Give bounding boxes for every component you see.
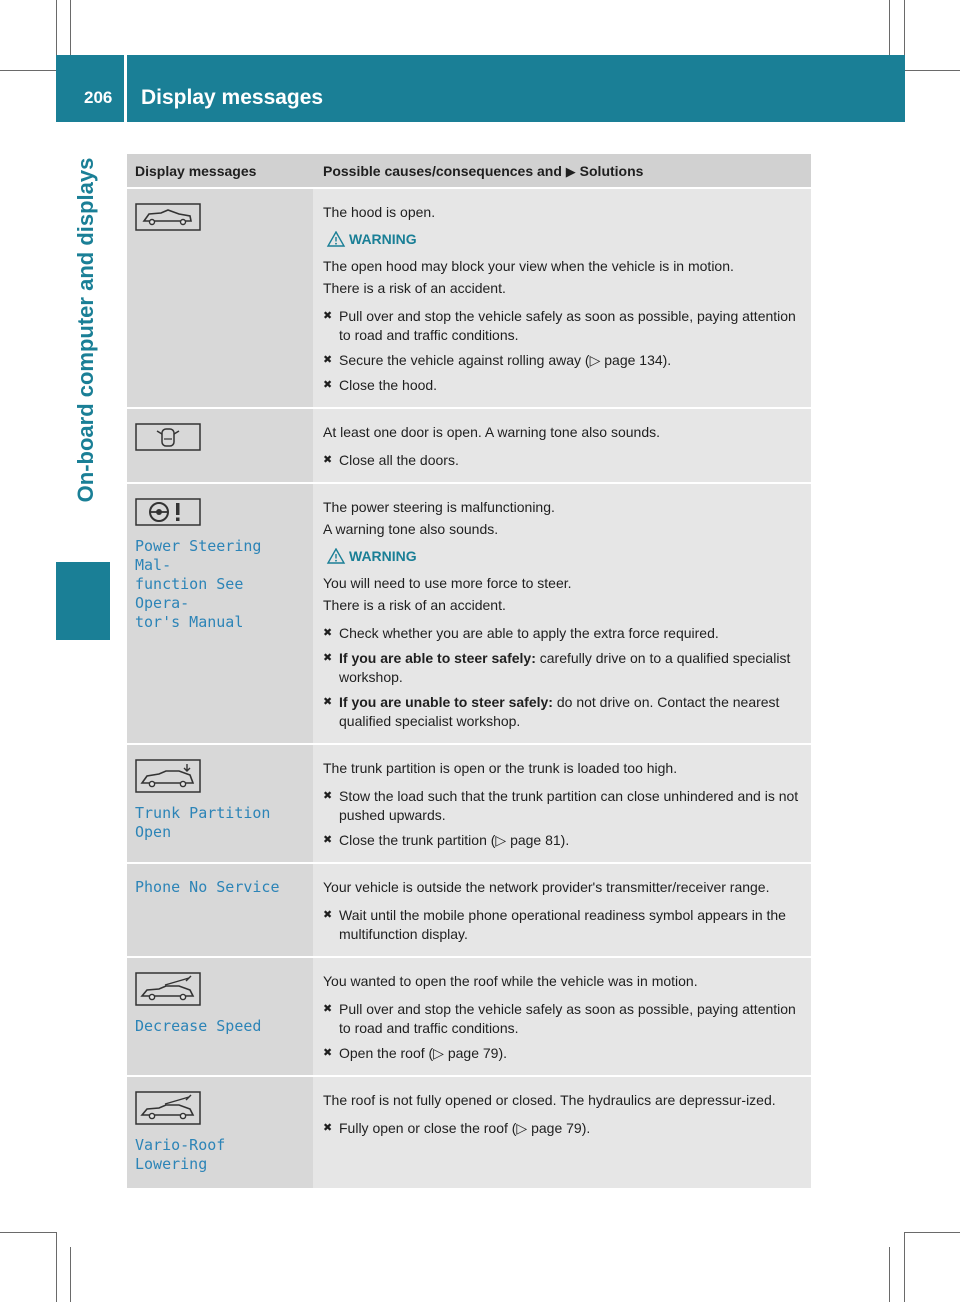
- risk-text: There is a risk of an accident.: [323, 597, 506, 613]
- list-item: [323, 649, 801, 687]
- step-arrow-icon: ✖: [323, 454, 333, 466]
- step-arrow-icon: ✖: [323, 834, 333, 846]
- display-cell: [127, 189, 313, 407]
- solution-cell: [313, 484, 811, 743]
- step-text: Pull over and stop the vehicle safely as soon as possible, paying attention to road and traffic conditions.: [339, 1001, 796, 1036]
- list-item: [323, 1000, 801, 1038]
- display-cell: [127, 409, 313, 482]
- step-text: Check whether you are able to apply the extra force required.: [339, 625, 719, 641]
- display-line: Phone No Service: [135, 878, 280, 896]
- list-item: [323, 307, 801, 345]
- convertible-roof-icon: [135, 1091, 201, 1125]
- display-message-text: [135, 878, 305, 897]
- warning-label: WARNING: [349, 231, 417, 247]
- step-arrow-icon: ✖: [323, 790, 333, 802]
- warning-label: WARNING: [349, 548, 417, 564]
- col-header-causes: [313, 154, 811, 187]
- solution-cell: [313, 189, 811, 407]
- message-intro: Your vehicle is outside the network provider's transmitter/receiver range.: [323, 879, 770, 895]
- col-header-causes-text: Possible causes/consequences and: [323, 163, 562, 179]
- display-messages-table: [127, 154, 811, 1190]
- warning-block: [323, 548, 801, 564]
- step-arrow-icon: ✖: [323, 1122, 333, 1134]
- display-cell: [127, 958, 313, 1075]
- table-row: [127, 1077, 811, 1190]
- step-text: Pull over and stop the vehicle safely as soon as possible, paying attention to road and traffic conditions.: [339, 308, 796, 343]
- step-arrow-icon: ✖: [323, 627, 333, 639]
- step-arrow-icon: ✖: [323, 379, 333, 391]
- display-line: Vario-Roof Lowering: [135, 1136, 226, 1173]
- display-cell: [127, 484, 313, 743]
- list-item: [323, 1119, 801, 1138]
- power-steering-icon: [135, 498, 201, 526]
- solution-cell: [313, 745, 811, 862]
- message-intro: The power steering is malfunctioning.: [323, 499, 555, 515]
- table-row: [127, 189, 811, 409]
- step-text: Close all the doors.: [339, 452, 459, 468]
- display-cell: [127, 1077, 313, 1188]
- step-bold-text: If you are unable to steer safely:: [339, 694, 553, 710]
- step-arrow-icon: ✖: [323, 652, 333, 664]
- page-title: Display messages: [141, 86, 324, 109]
- side-label-text: On-board computer and displays: [73, 157, 98, 503]
- step-text: Fully open or close the roof (: [339, 1120, 517, 1136]
- display-message-text: [135, 1136, 305, 1174]
- step-text: Stow the load such that the trunk partition can close unhindered and is not pushed upwards.: [339, 788, 799, 823]
- warning-triangle-icon: [323, 548, 349, 564]
- page-reference-link[interactable]: page 134).: [604, 352, 672, 368]
- table-row: [127, 864, 811, 958]
- step-text: Open the roof (: [339, 1045, 434, 1061]
- list-item: [323, 624, 801, 643]
- side-tab: [56, 562, 110, 640]
- trunk-partition-icon: [135, 759, 201, 793]
- display-line: Power Steering Mal‑: [135, 537, 262, 574]
- page-ref-icon: ▷: [433, 1045, 444, 1061]
- message-intro: You wanted to open the roof while the vehicle was in motion.: [323, 973, 698, 989]
- display-line: tor's Manual: [135, 613, 244, 631]
- table-header-row: [127, 154, 811, 189]
- page-reference-link[interactable]: page 79).: [531, 1120, 591, 1136]
- solution-cell: [313, 864, 811, 956]
- crop-mark: [0, 1232, 56, 1233]
- crop-mark: [905, 1232, 960, 1233]
- page-reference-link[interactable]: page 79).: [447, 1045, 508, 1061]
- warning-triangle-icon: [323, 231, 349, 247]
- crop-mark: [905, 70, 960, 71]
- message-intro: At least one door is open. A warning tone also sounds.: [323, 424, 661, 440]
- step-text: Wait until the mobile phone operational readiness symbol appears in the multifunction display.: [339, 907, 786, 942]
- page-ref-icon: ▷: [516, 1120, 528, 1136]
- step-arrow-icon: ✖: [323, 354, 333, 366]
- list-item: [323, 693, 801, 731]
- display-cell: [127, 745, 313, 862]
- message-intro: A warning tone also sounds.: [323, 521, 499, 537]
- convertible-roof-icon: [135, 972, 201, 1006]
- warning-text: You will need to use more force to steer.: [323, 575, 572, 591]
- display-line: Trunk Partition: [135, 804, 271, 822]
- list-item: [323, 831, 801, 850]
- step-arrow-icon: ✖: [323, 909, 333, 921]
- crop-mark: [889, 1247, 890, 1302]
- display-message-text: [135, 1017, 305, 1036]
- step-arrow-icon: ✖: [323, 310, 333, 322]
- step-text: do not drive on. Contact the nearest qualified specialist workshop.: [339, 694, 780, 729]
- list-item: [323, 351, 801, 370]
- page-reference-link[interactable]: page 81).: [510, 832, 570, 848]
- solution-cell: [313, 958, 811, 1075]
- door-open-icon: [135, 423, 201, 451]
- crop-mark: [0, 70, 56, 71]
- table-row: [127, 745, 811, 864]
- table-row: [127, 958, 811, 1077]
- hood-open-icon: [135, 203, 201, 231]
- step-arrow-icon: ✖: [323, 1003, 333, 1015]
- crop-mark: [70, 0, 71, 55]
- page-ref-icon: ▷: [495, 832, 507, 848]
- display-cell: [127, 864, 313, 956]
- message-intro: The roof is not fully opened or closed. The hydraulics are depressur-ized.: [323, 1092, 776, 1108]
- display-line: Decrease Speed: [135, 1017, 262, 1035]
- display-message-text: [135, 804, 305, 842]
- crop-mark: [889, 0, 890, 55]
- play-arrow-icon: ▶: [565, 164, 576, 179]
- warning-block: [323, 231, 801, 247]
- crop-mark: [70, 1247, 71, 1302]
- display-line: function See Opera‑: [135, 575, 244, 612]
- step-text: Secure the vehicle against rolling away (: [339, 352, 590, 368]
- display-line: Open: [135, 823, 172, 841]
- list-item: [323, 451, 801, 470]
- display-message-text: [135, 537, 305, 632]
- table-row: [127, 409, 811, 484]
- step-text: Close the trunk partition (: [339, 832, 496, 848]
- step-bold-text: If you are able to steer safely:: [339, 650, 536, 666]
- message-intro: The hood is open.: [323, 204, 436, 220]
- step-arrow-icon: ✖: [323, 696, 333, 708]
- list-item: [323, 376, 801, 395]
- message-intro: The trunk partition is open or the trunk is loaded too high.: [323, 760, 678, 776]
- warning-text: The open hood may block your view when the vehicle is in motion.: [323, 258, 734, 274]
- solution-cell: [313, 1077, 811, 1188]
- solution-cell: [313, 409, 811, 482]
- list-item: [323, 1044, 801, 1063]
- crop-mark: [904, 1232, 905, 1302]
- col-header-display-messages: Display messages: [127, 154, 313, 187]
- crop-mark: [56, 1232, 57, 1302]
- step-text: Close the hood.: [339, 377, 438, 393]
- page-number: 206: [84, 88, 113, 107]
- header-divider: [124, 55, 127, 122]
- list-item: [323, 787, 801, 825]
- col-header-solutions-text: Solutions: [579, 163, 644, 179]
- page-ref-icon: ▷: [589, 352, 601, 368]
- table-row: [127, 484, 811, 745]
- step-text: carefully drive on to a qualified specialist workshop.: [339, 650, 791, 685]
- risk-text: There is a risk of an accident.: [323, 280, 506, 296]
- step-arrow-icon: ✖: [323, 1047, 333, 1059]
- list-item: [323, 906, 801, 944]
